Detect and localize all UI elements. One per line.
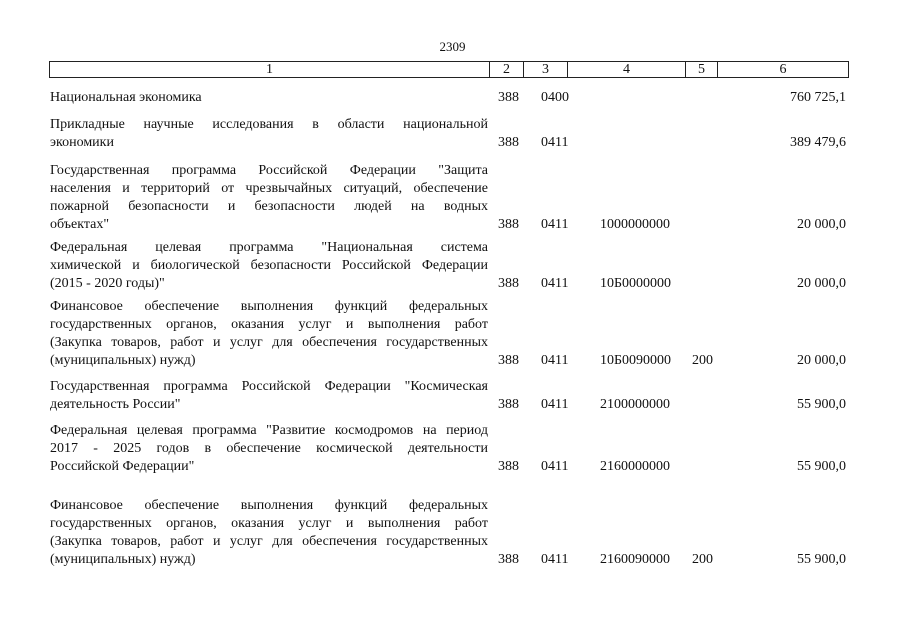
section-code: 0411	[541, 353, 569, 368]
header-col-1: 1	[50, 62, 490, 78]
table-row	[0, 422, 905, 476]
row-description	[50, 89, 488, 107]
section-code: 0411	[541, 552, 569, 567]
description-line: Национальная экономика	[50, 90, 202, 105]
table-row	[0, 89, 905, 107]
header-col-4: 4	[568, 62, 686, 78]
description-line: Федеральная целевая программа "Развитие космодромов на период	[50, 423, 488, 438]
row-description	[50, 497, 488, 569]
amount-value: 20 000,0	[797, 276, 846, 291]
section-code: 0411	[541, 459, 569, 474]
description-line: государственных органов, оказания услуг и выполнения работ	[50, 516, 488, 531]
table-row	[0, 497, 905, 569]
target-article-code: 2100000000	[600, 397, 670, 412]
row-description	[50, 116, 488, 152]
admin-code: 388	[498, 552, 519, 567]
header-col-2: 2	[490, 62, 524, 78]
section-code: 0411	[541, 135, 569, 150]
amount-value: 55 900,0	[797, 397, 846, 412]
table-row	[0, 239, 905, 293]
table-row	[0, 116, 905, 152]
amount-value: 760 725,1	[790, 90, 846, 105]
admin-code: 388	[498, 135, 519, 150]
amount-value: 389 479,6	[790, 135, 846, 150]
target-article-code: 10Б0090000	[600, 353, 672, 368]
section-code: 0411	[541, 276, 569, 291]
description-line: Прикладные научные исследования в области национальной	[50, 117, 488, 132]
admin-code: 388	[498, 217, 519, 232]
target-article-code: 10Б0000000	[600, 276, 672, 291]
admin-code: 388	[498, 397, 519, 412]
amount-value: 55 900,0	[797, 459, 846, 474]
description-line: 2017 - 2025 годов в обеспечение космической деятельности	[50, 441, 488, 456]
description-line: Федеральная целевая программа "Национальная система	[50, 240, 488, 255]
description-line: химической и биологической безопасности Российской Федерации	[50, 258, 488, 273]
description-line: (Закупка товаров, работ и услуг для обеспечения государственных	[50, 534, 488, 549]
admin-code: 388	[498, 276, 519, 291]
target-article-code: 2160090000	[600, 552, 670, 567]
row-description	[50, 378, 488, 414]
expense-type-code: 200	[692, 552, 713, 567]
amount-value: 20 000,0	[797, 217, 846, 232]
header-col-3: 3	[524, 62, 568, 78]
page-number: 2309	[439, 39, 466, 54]
description-line: Государственная программа Российской Федерации "Космическая	[50, 379, 488, 394]
row-description	[50, 239, 488, 293]
description-line: Финансовое обеспечение выполнения функций федеральных	[50, 299, 488, 314]
table-row	[0, 162, 905, 234]
row-description	[50, 298, 488, 370]
description-line: экономики	[50, 135, 114, 150]
section-code: 0411	[541, 217, 569, 232]
target-article-code: 1000000000	[600, 217, 670, 232]
target-article-code: 2160000000	[600, 459, 670, 474]
amount-value: 55 900,0	[797, 552, 846, 567]
admin-code: 388	[498, 459, 519, 474]
description-line: Финансовое обеспечение выполнения функций федеральных	[50, 498, 488, 513]
description-line: (Закупка товаров, работ и услуг для обеспечения государственных	[50, 335, 488, 350]
header-col-5: 5	[686, 62, 718, 78]
description-line: Государственная программа Российской Федерации "Защита	[50, 163, 488, 178]
description-line: пожарной безопасности и безопасности людей на водных	[50, 199, 488, 214]
amount-value: 20 000,0	[797, 353, 846, 368]
description-line: объектах"	[50, 217, 110, 232]
description-line: (2015 - 2020 годы)"	[50, 276, 165, 291]
admin-code: 388	[498, 90, 519, 105]
description-line: (муниципальных) нужд)	[50, 552, 196, 567]
section-code: 0400	[541, 90, 569, 105]
row-description	[50, 162, 488, 234]
admin-code: 388	[498, 353, 519, 368]
description-line: деятельность России"	[50, 397, 181, 412]
section-code: 0411	[541, 397, 569, 412]
description-line: государственных органов, оказания услуг и выполнения работ	[50, 317, 488, 332]
header-col-6: 6	[718, 62, 849, 78]
description-line: (муниципальных) нужд)	[50, 353, 196, 368]
description-line: населения и территорий от чрезвычайных ситуаций, обеспечение	[50, 181, 488, 196]
description-line: Российской Федерации"	[50, 459, 195, 474]
expense-type-code: 200	[692, 353, 713, 368]
row-description	[50, 422, 488, 476]
table-row	[0, 378, 905, 414]
table-row	[0, 298, 905, 370]
table-header	[49, 61, 849, 78]
